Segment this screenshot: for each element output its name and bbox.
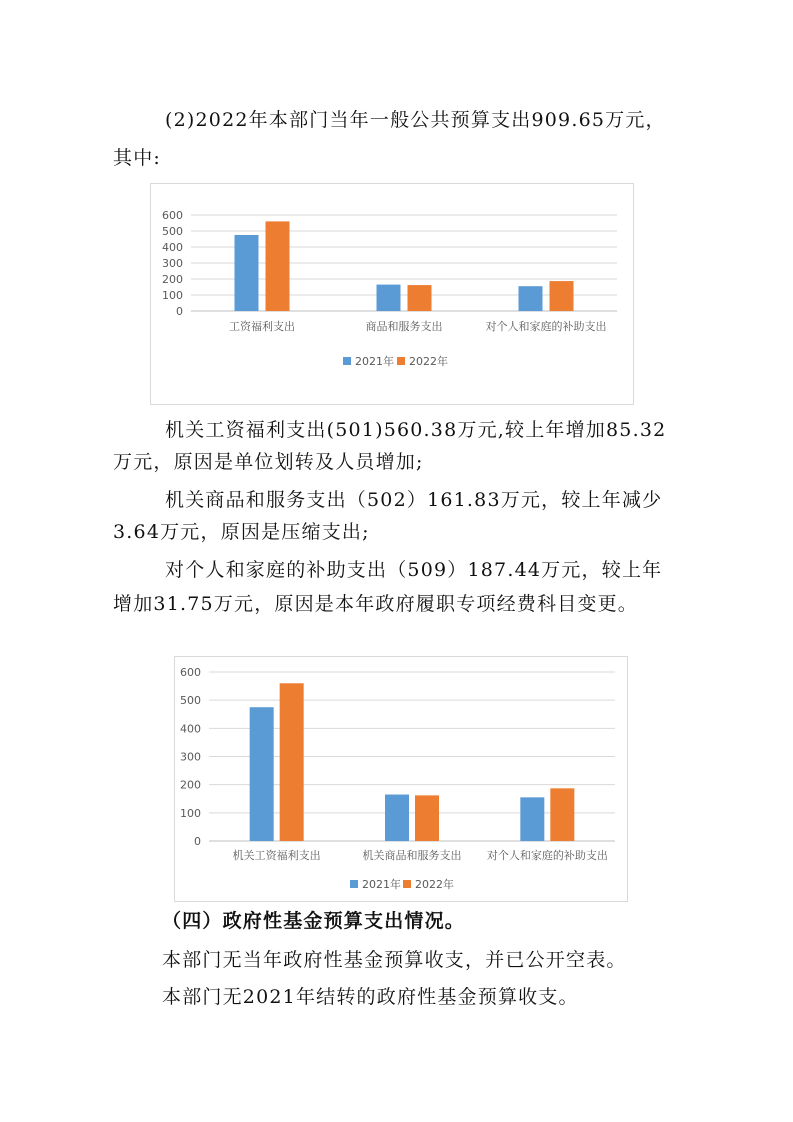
chart-1-y-tick-label: 400 (162, 241, 183, 254)
chart-1-y-tick-label: 300 (162, 257, 183, 270)
paragraph-502-line-1: 机关商品和服务支出（502）161.83万元，较上年减少 (165, 489, 663, 511)
chart-2-y-tick-label: 200 (180, 778, 201, 792)
chart-1-bar (408, 285, 432, 311)
chart-2-y-tick-label: 0 (194, 835, 201, 848)
chart-1-category-label: 工资福利支出 (229, 320, 295, 333)
chart-1 (150, 183, 634, 405)
chart-2-y-tick-label: 600 (180, 666, 201, 679)
chart-2-bar (520, 797, 544, 841)
chart-1-category-label: 商品和服务支出 (365, 320, 443, 333)
chart-1-y-tick-label: 0 (176, 305, 183, 318)
chart-2 (174, 656, 628, 902)
chart-2-legend-swatch (403, 880, 411, 888)
chart-2-bar (415, 795, 439, 841)
paragraph-501-line-2: 万元，原因是单位划转及人员增加; (113, 451, 424, 473)
paragraph-2-line-1: (2)2022年本部门当年一般公共预算支出909.65万元， (165, 109, 666, 131)
paragraph-502-line-2: 3.64万元，原因是压缩支出; (113, 521, 370, 543)
chart-2-bar (250, 707, 274, 841)
chart-1-bar (235, 235, 259, 311)
chart-2-y-tick-label: 100 (180, 806, 201, 820)
chart-2-category-label: 对个人和家庭的补助支出 (486, 849, 608, 862)
paragraph-509-line-1: 对个人和家庭的补助支出（509）187.44万元，较上年 (165, 559, 663, 581)
paragraph-fund-1: 本部门无当年政府性基金预算收支，并已公开空表。 (162, 949, 627, 971)
chart-1-bar (550, 281, 574, 311)
chart-2-y-tick-label: 400 (180, 722, 201, 736)
chart-1-bar (377, 285, 401, 311)
chart-1-y-tick-label: 200 (162, 273, 183, 286)
chart-2-bar (385, 795, 409, 841)
chart-1-legend-swatch (343, 357, 351, 365)
chart-1-svg (151, 184, 633, 404)
chart-1-y-tick-label: 100 (162, 289, 183, 302)
chart-2-bar (280, 683, 304, 841)
chart-2-legend-label: 2022年 (415, 878, 454, 891)
chart-2-legend-swatch (350, 880, 358, 888)
paragraph-501-line-1: 机关工资福利支出(501)560.38万元,较上年增加85.32 (165, 419, 667, 441)
chart-2-category-label: 机关工资福利支出 (232, 849, 321, 862)
paragraph-509-line-2: 增加31.75万元，原因是本年政府履职专项经费科目变更。 (113, 593, 638, 615)
chart-1-legend-label: 2022年 (409, 355, 448, 368)
chart-2-svg (175, 657, 627, 901)
chart-2-category-label: 机关商品和服务支出 (362, 849, 462, 862)
section-heading-4: （四）政府性基金预算支出情况。 (162, 910, 466, 932)
chart-1-y-tick-label: 500 (162, 225, 183, 238)
chart-1-y-tick-label: 600 (162, 209, 183, 222)
chart-2-bar (550, 788, 574, 841)
paragraph-fund-2: 本部门无2021年结转的政府性基金预算收支。 (162, 986, 579, 1008)
chart-2-legend-label: 2021年 (362, 878, 401, 891)
chart-1-legend-label: 2021年 (355, 355, 394, 368)
chart-1-category-label: 对个人和家庭的补助支出 (485, 320, 607, 333)
paragraph-2-line-2: 其中: (113, 147, 162, 169)
chart-2-y-tick-label: 300 (180, 750, 201, 764)
chart-2-y-tick-label: 500 (180, 694, 201, 708)
chart-1-bar (519, 286, 543, 311)
chart-1-bar (266, 221, 290, 311)
chart-1-legend-swatch (397, 357, 405, 365)
